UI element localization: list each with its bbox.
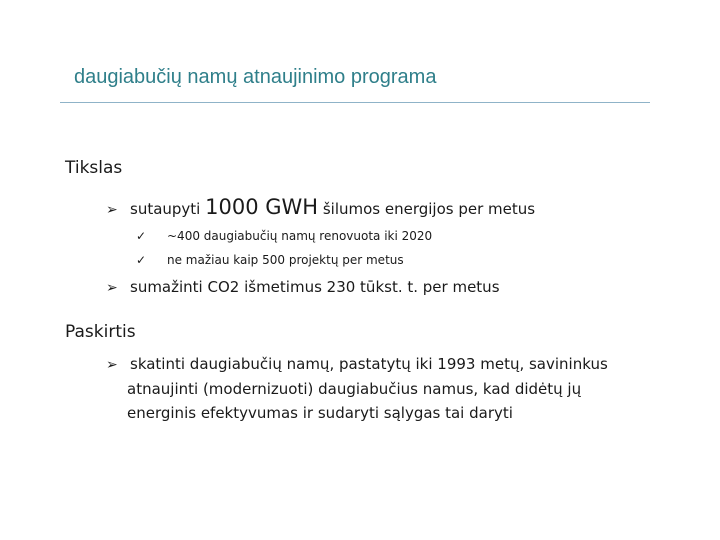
bullet-prefix: sutaupyti <box>130 200 206 218</box>
subitem-projects <box>136 253 404 267</box>
bullet-suffix: šilumos energijos per metus <box>318 200 536 218</box>
bullet-purpose <box>106 352 666 425</box>
checkmark-icon: ✓ <box>136 253 147 267</box>
checkmark-icon: ✓ <box>136 229 147 243</box>
section-heading-tikslas: Tikslas <box>65 158 123 178</box>
bullet-text: sumažinti CO2 išmetimus 230 tūkst. t. per metus <box>130 278 500 296</box>
purpose-line-2: atnaujinti (modernizuoti) daugiabučius namus, kad didėtų jų <box>127 380 582 398</box>
arrow-bullet-icon: ➢ <box>106 202 118 218</box>
bullet-energy-savings <box>106 196 535 221</box>
subitem-text: ne mažiau kaip 500 projektų per metus <box>167 253 404 267</box>
slide-title: daugiabučių namų atnaujinimo programa <box>74 66 437 88</box>
subitem-renovated <box>136 229 432 243</box>
subitem-text: ~400 daugiabučių namų renovuota iki 2020 <box>167 229 433 243</box>
section-heading-paskirtis: Paskirtis <box>65 322 136 342</box>
purpose-line-3: energinis efektyvumas ir sudaryti sąlygas tai daryti <box>127 404 513 422</box>
title-divider <box>60 102 650 103</box>
bullet-highlight: 1000 GWH <box>205 195 319 219</box>
arrow-bullet-icon: ➢ <box>106 357 118 373</box>
arrow-bullet-icon: ➢ <box>106 280 118 296</box>
bullet-co2 <box>106 276 500 299</box>
purpose-line-1: ➢ skatinti daugiabučių namų, pastatytų iki 1993 metų, savininkus <box>106 352 666 377</box>
